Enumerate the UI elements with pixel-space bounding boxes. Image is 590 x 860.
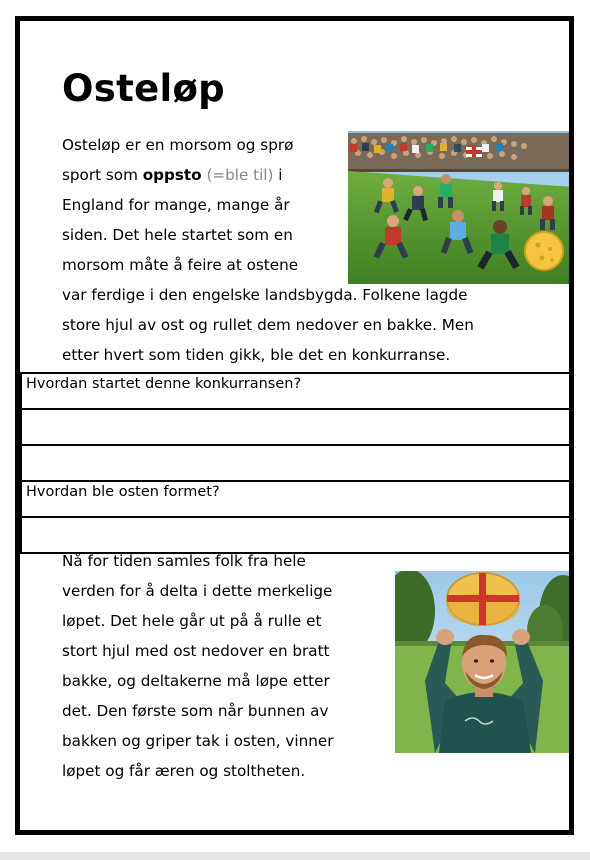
text-line: stort hjul med ost nedover en bratt xyxy=(62,642,330,660)
question-row xyxy=(20,374,571,410)
gloss-text: (=ble til) xyxy=(206,166,274,184)
text-line: verden for å delta i dette merkelige xyxy=(62,582,333,600)
man-with-cheese-illustration xyxy=(395,571,574,753)
text-line: løpet. Det hele går ut på å rulle et xyxy=(62,612,322,630)
text-line: bakke, og deltakerne må løpe etter xyxy=(62,672,330,690)
question-table xyxy=(20,372,571,554)
question-row xyxy=(20,482,571,518)
text-line: England for mange, mange år xyxy=(62,196,290,214)
question-text: Hvordan startet denne konkurransen? xyxy=(26,376,302,392)
text-line: etter hvert som tiden gikk, ble det en konkurranse. xyxy=(62,346,451,364)
bold-word: oppsto xyxy=(142,166,202,184)
text-line: det. Den første som når bunnen av xyxy=(62,702,329,720)
text-line: Nå for tiden samles folk fra hele xyxy=(62,552,306,570)
text-line: var ferdige i den engelske landsbygda. Folkene lagde xyxy=(62,286,468,304)
text-line: siden. Det hele startet som en xyxy=(62,226,293,244)
answer-line[interactable] xyxy=(20,410,571,446)
text-fragment: i xyxy=(273,166,283,184)
intro-paragraph-wide xyxy=(62,280,552,370)
answer-line[interactable] xyxy=(20,446,571,482)
cheese-race-illustration xyxy=(348,131,574,284)
worksheet-page xyxy=(15,16,574,835)
page-title: Osteløp xyxy=(62,67,225,110)
text-line: Osteløp er en morsom og sprø xyxy=(62,136,294,154)
text-line: bakken og griper tak i osten, vinner xyxy=(62,732,334,750)
text-fragment: sport som xyxy=(62,166,143,184)
text-line xyxy=(62,160,332,190)
question-text: Hvordan ble osten formet? xyxy=(26,484,220,500)
text-line: store hjul av ost og rullet dem nedover en bakke. Men xyxy=(62,316,474,334)
page-bottom-strip xyxy=(0,852,590,860)
intro-paragraph-narrow xyxy=(62,130,332,280)
text-line: morsom måte å feire at ostene xyxy=(62,256,299,274)
text-line: løpet og får æren og stoltheten. xyxy=(62,762,306,780)
second-paragraph xyxy=(62,546,372,786)
